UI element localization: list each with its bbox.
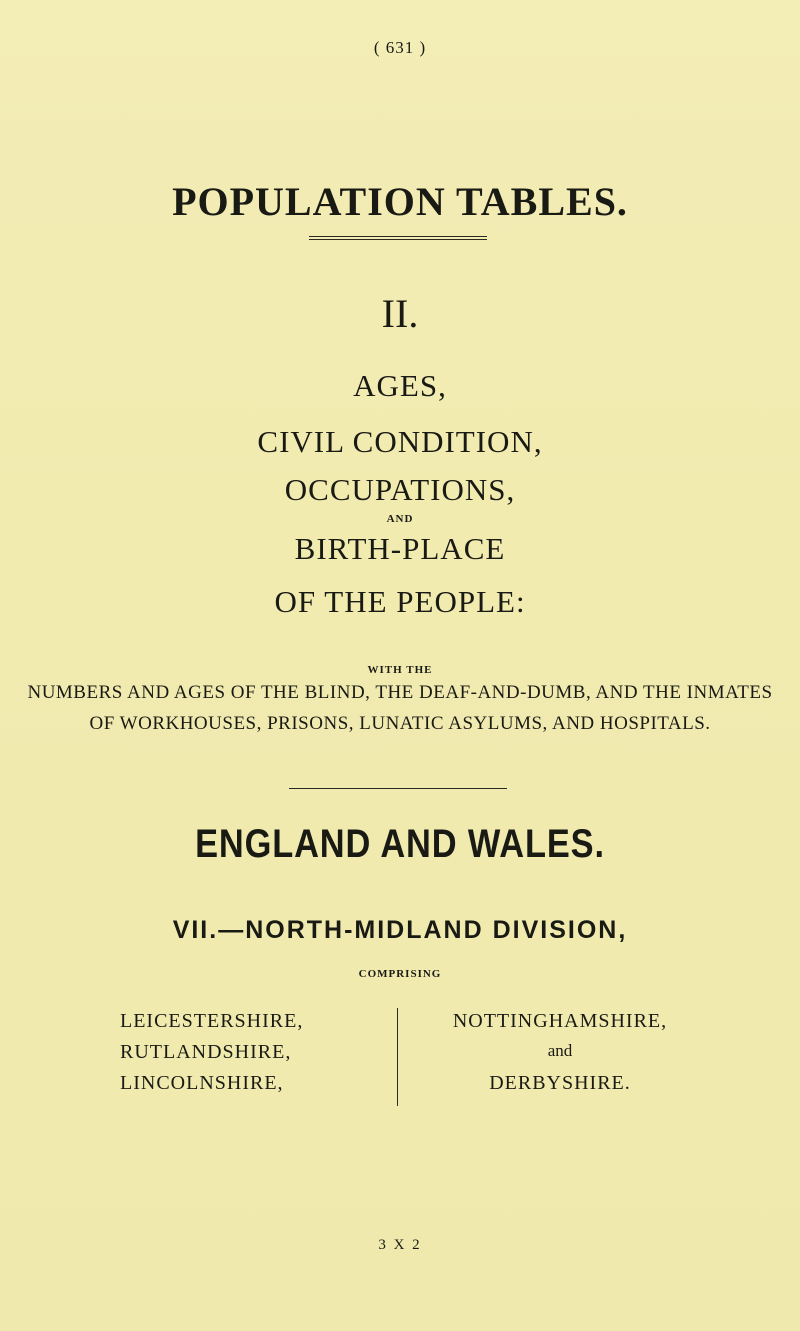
comprising-label: COMPRISING [358, 968, 442, 980]
heading-ages: AGES, [353, 368, 447, 403]
county-right-and: and [547, 1041, 573, 1060]
county-left-2: RUTLANDSHIRE, [120, 1041, 292, 1063]
page-title: POPULATION TABLES. [172, 179, 628, 224]
county-left-1: LEICESTERSHIRE, [120, 1010, 304, 1032]
heading-of-the-people: OF THE PEOPLE: [274, 584, 526, 619]
subtitle-line-1: NUMBERS AND AGES OF THE BLIND, THE DEAF-AND-DUMB, AND THE INMATES [27, 682, 773, 703]
title-rule-double [309, 239, 487, 240]
heading-with-the: WITH THE [367, 664, 433, 676]
heading-civil-condition: CIVIL CONDITION, [257, 424, 543, 459]
heading-and: AND [386, 513, 414, 525]
heading-occupations: OCCUPATIONS, [284, 472, 516, 507]
subtitle-line-2: OF WORKHOUSES, PRISONS, LUNATIC ASYLUMS, AND HOSPITALS. [89, 713, 711, 734]
page-number: ( 631 ) [373, 38, 427, 57]
column-divider [397, 1008, 398, 1106]
county-right-1: NOTTINGHAMSHIRE, [452, 1010, 668, 1032]
division-heading: VII.—NORTH-MIDLAND DIVISION, [172, 916, 628, 944]
part-number: II. [381, 291, 419, 336]
section-rule [289, 788, 507, 789]
heading-birth-place: BIRTH-PLACE [294, 531, 506, 566]
title-rule [309, 236, 487, 237]
country-heading: ENGLAND AND WALES. [195, 822, 605, 866]
county-left-3: LINCOLNSHIRE, [120, 1072, 284, 1094]
county-right-3: DERBYSHIRE. [489, 1072, 631, 1094]
signature-mark: 3 X 2 [378, 1237, 422, 1253]
